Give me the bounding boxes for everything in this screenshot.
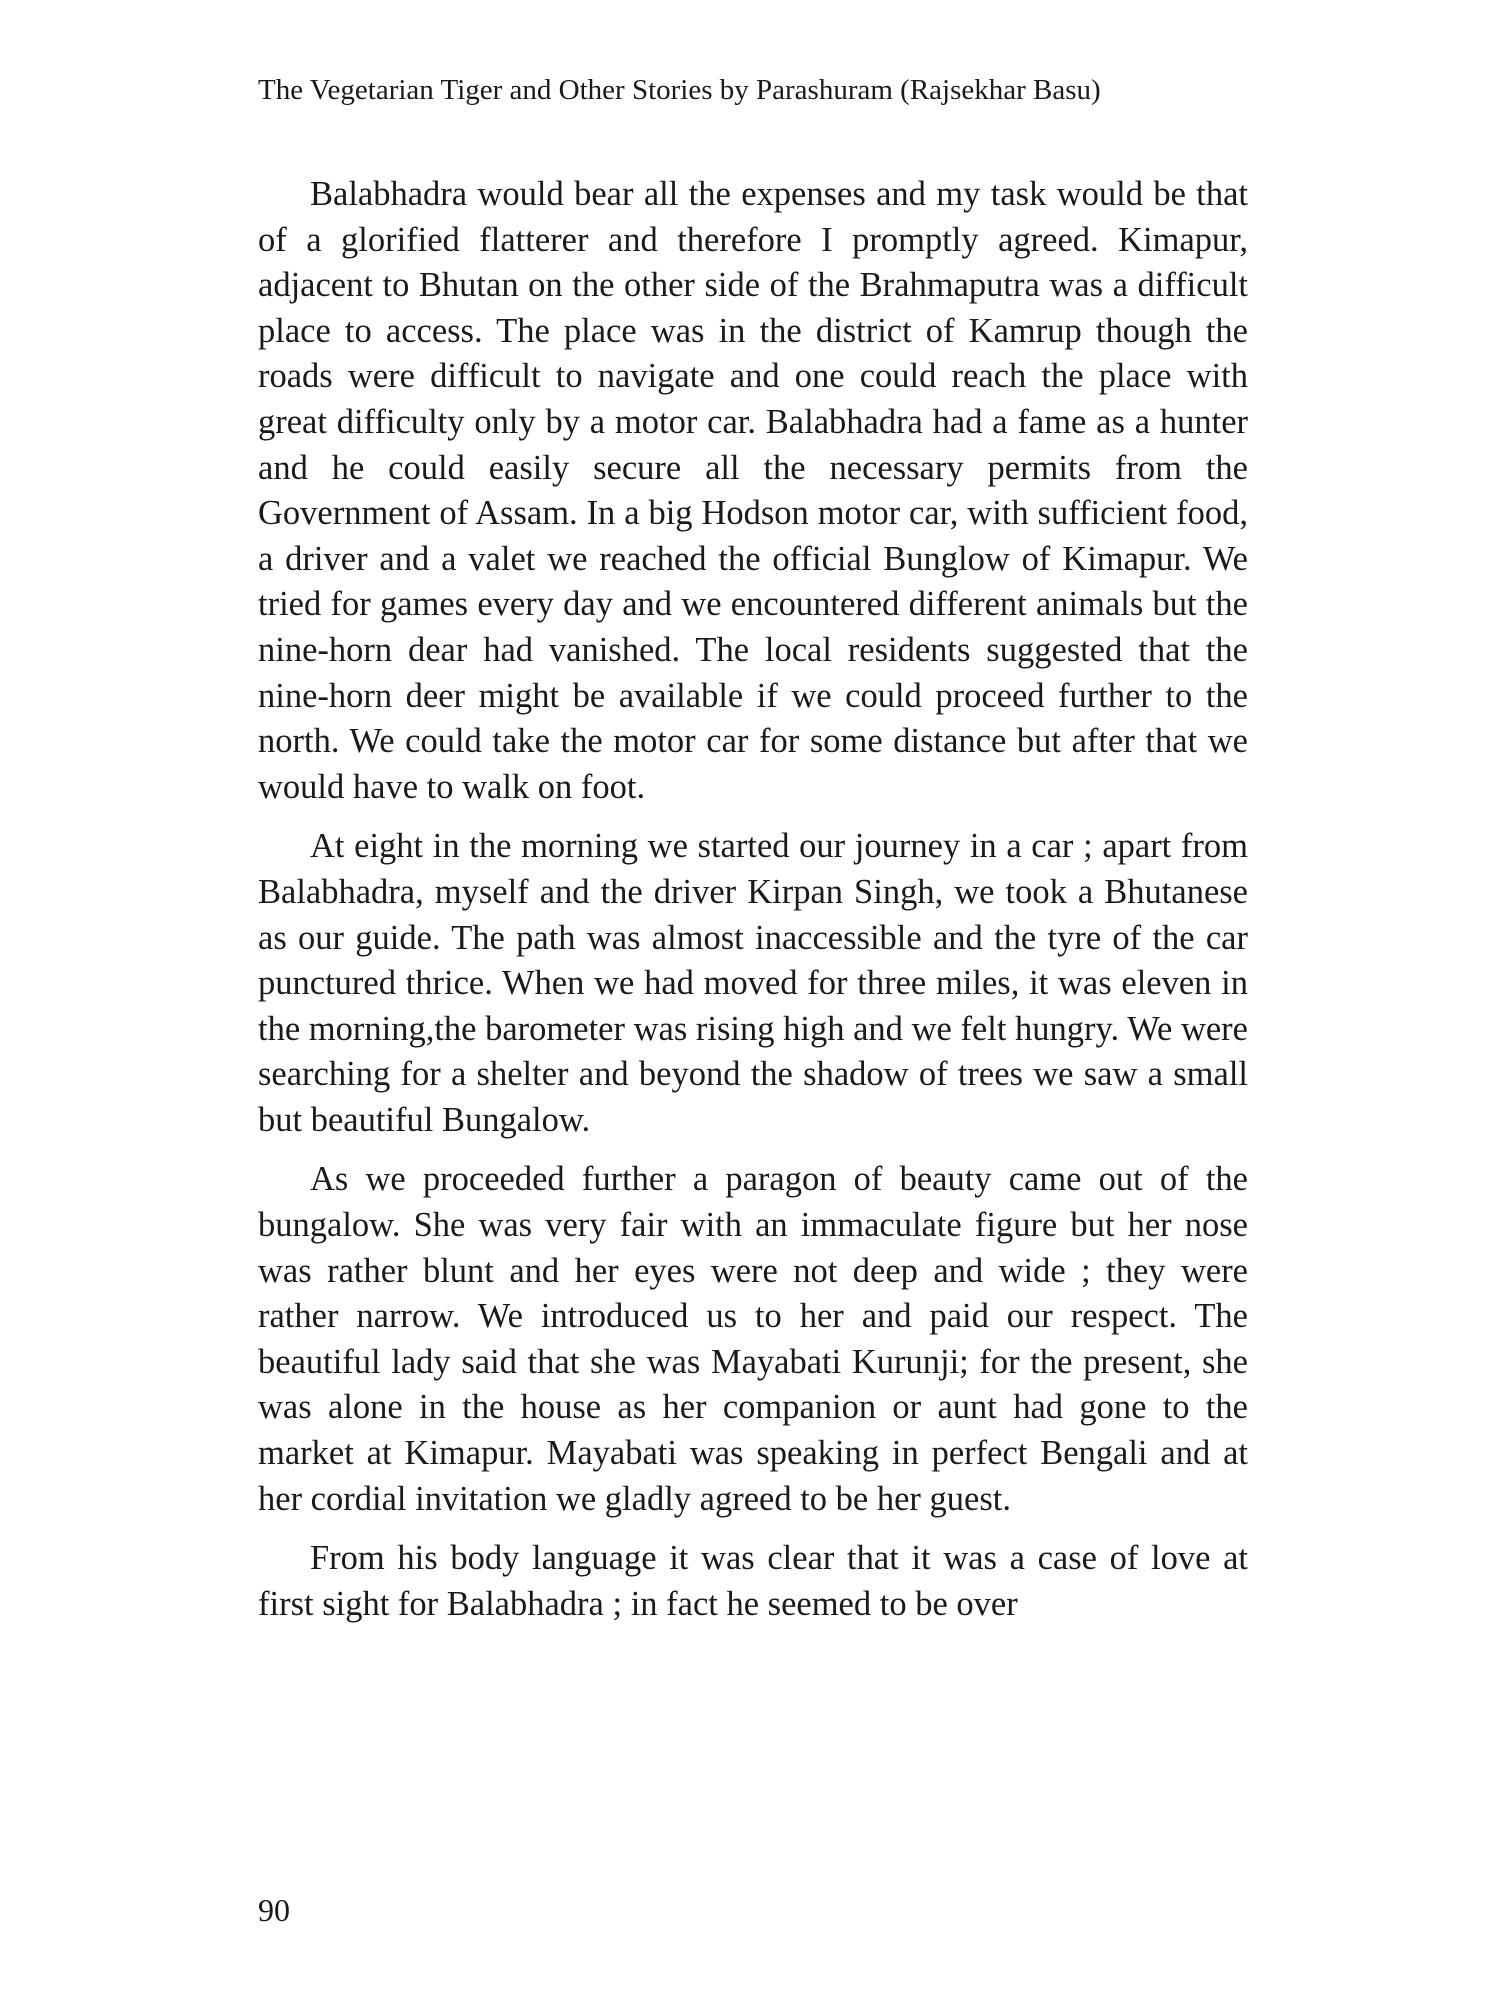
body-text xyxy=(258,172,1248,1627)
paragraph-1: Balabhadra would bear all the expenses and my task would be that of a glorified flatterer and therefore I promptly agreed. Kimapur, adjacent to Bhutan on the other side of the Brahmaputra was a difficult place to access. The place was in the district of Kamrup though the roads were difficult to navigate and one could reach the place with great difficulty only by a motor car. Balabhadra had a fame as a hunter and he could easily secure all the necessary permits from the Government of Assam. In a big Hodson motor car, with sufficient food, a driver and a valet we reached the official Bunglow of Kimapur. We tried for games every day and we encountered different animals but the nine-horn dear had vanished. The local residents suggested that the nine-horn deer might be available if we could proceed further to the north. We could take the motor car for some distance but after that we would have to walk on foot. xyxy=(258,175,1248,806)
paragraph-3: As we proceeded further a paragon of beauty came out of the bungalow. She was very fair with an immaculate figure but her nose was rather blunt and her eyes were not deep and wide ; they were rather narrow. We introduced us to her and paid our respect. The beautiful lady said that she was Mayabati Kurunji; for the present, she was alone in the house as her companion or aunt had gone to the market at Kimapur. Mayabati was speaking in perfect Bengali and at her cordial invitation we gladly agreed to be her guest. xyxy=(258,1160,1248,1518)
running-header-title: The Vegetarian Tiger and Other Stories by Parashuram (Rajsekhar Basu) xyxy=(258,74,1101,106)
paragraph-2: At eight in the morning we started our journey in a car ; apart from Balabhadra, myself and the driver Kirpan Singh, we took a Bhutanese as our guide. The path was almost inaccessible and the tyre of the car punctured thrice. When we had moved for three miles, it was eleven in the morning,the barometer was rising high and we felt hungry. We were searching for a shelter and beyond the shadow of trees we saw a small but beautiful Bungalow. xyxy=(258,827,1248,1139)
page-number: 90 xyxy=(258,1892,290,1928)
paragraph-4: From his body language it was clear that it was a case of love at first sight for Balabhadra ; in fact he seemed to be over xyxy=(258,1539,1248,1623)
